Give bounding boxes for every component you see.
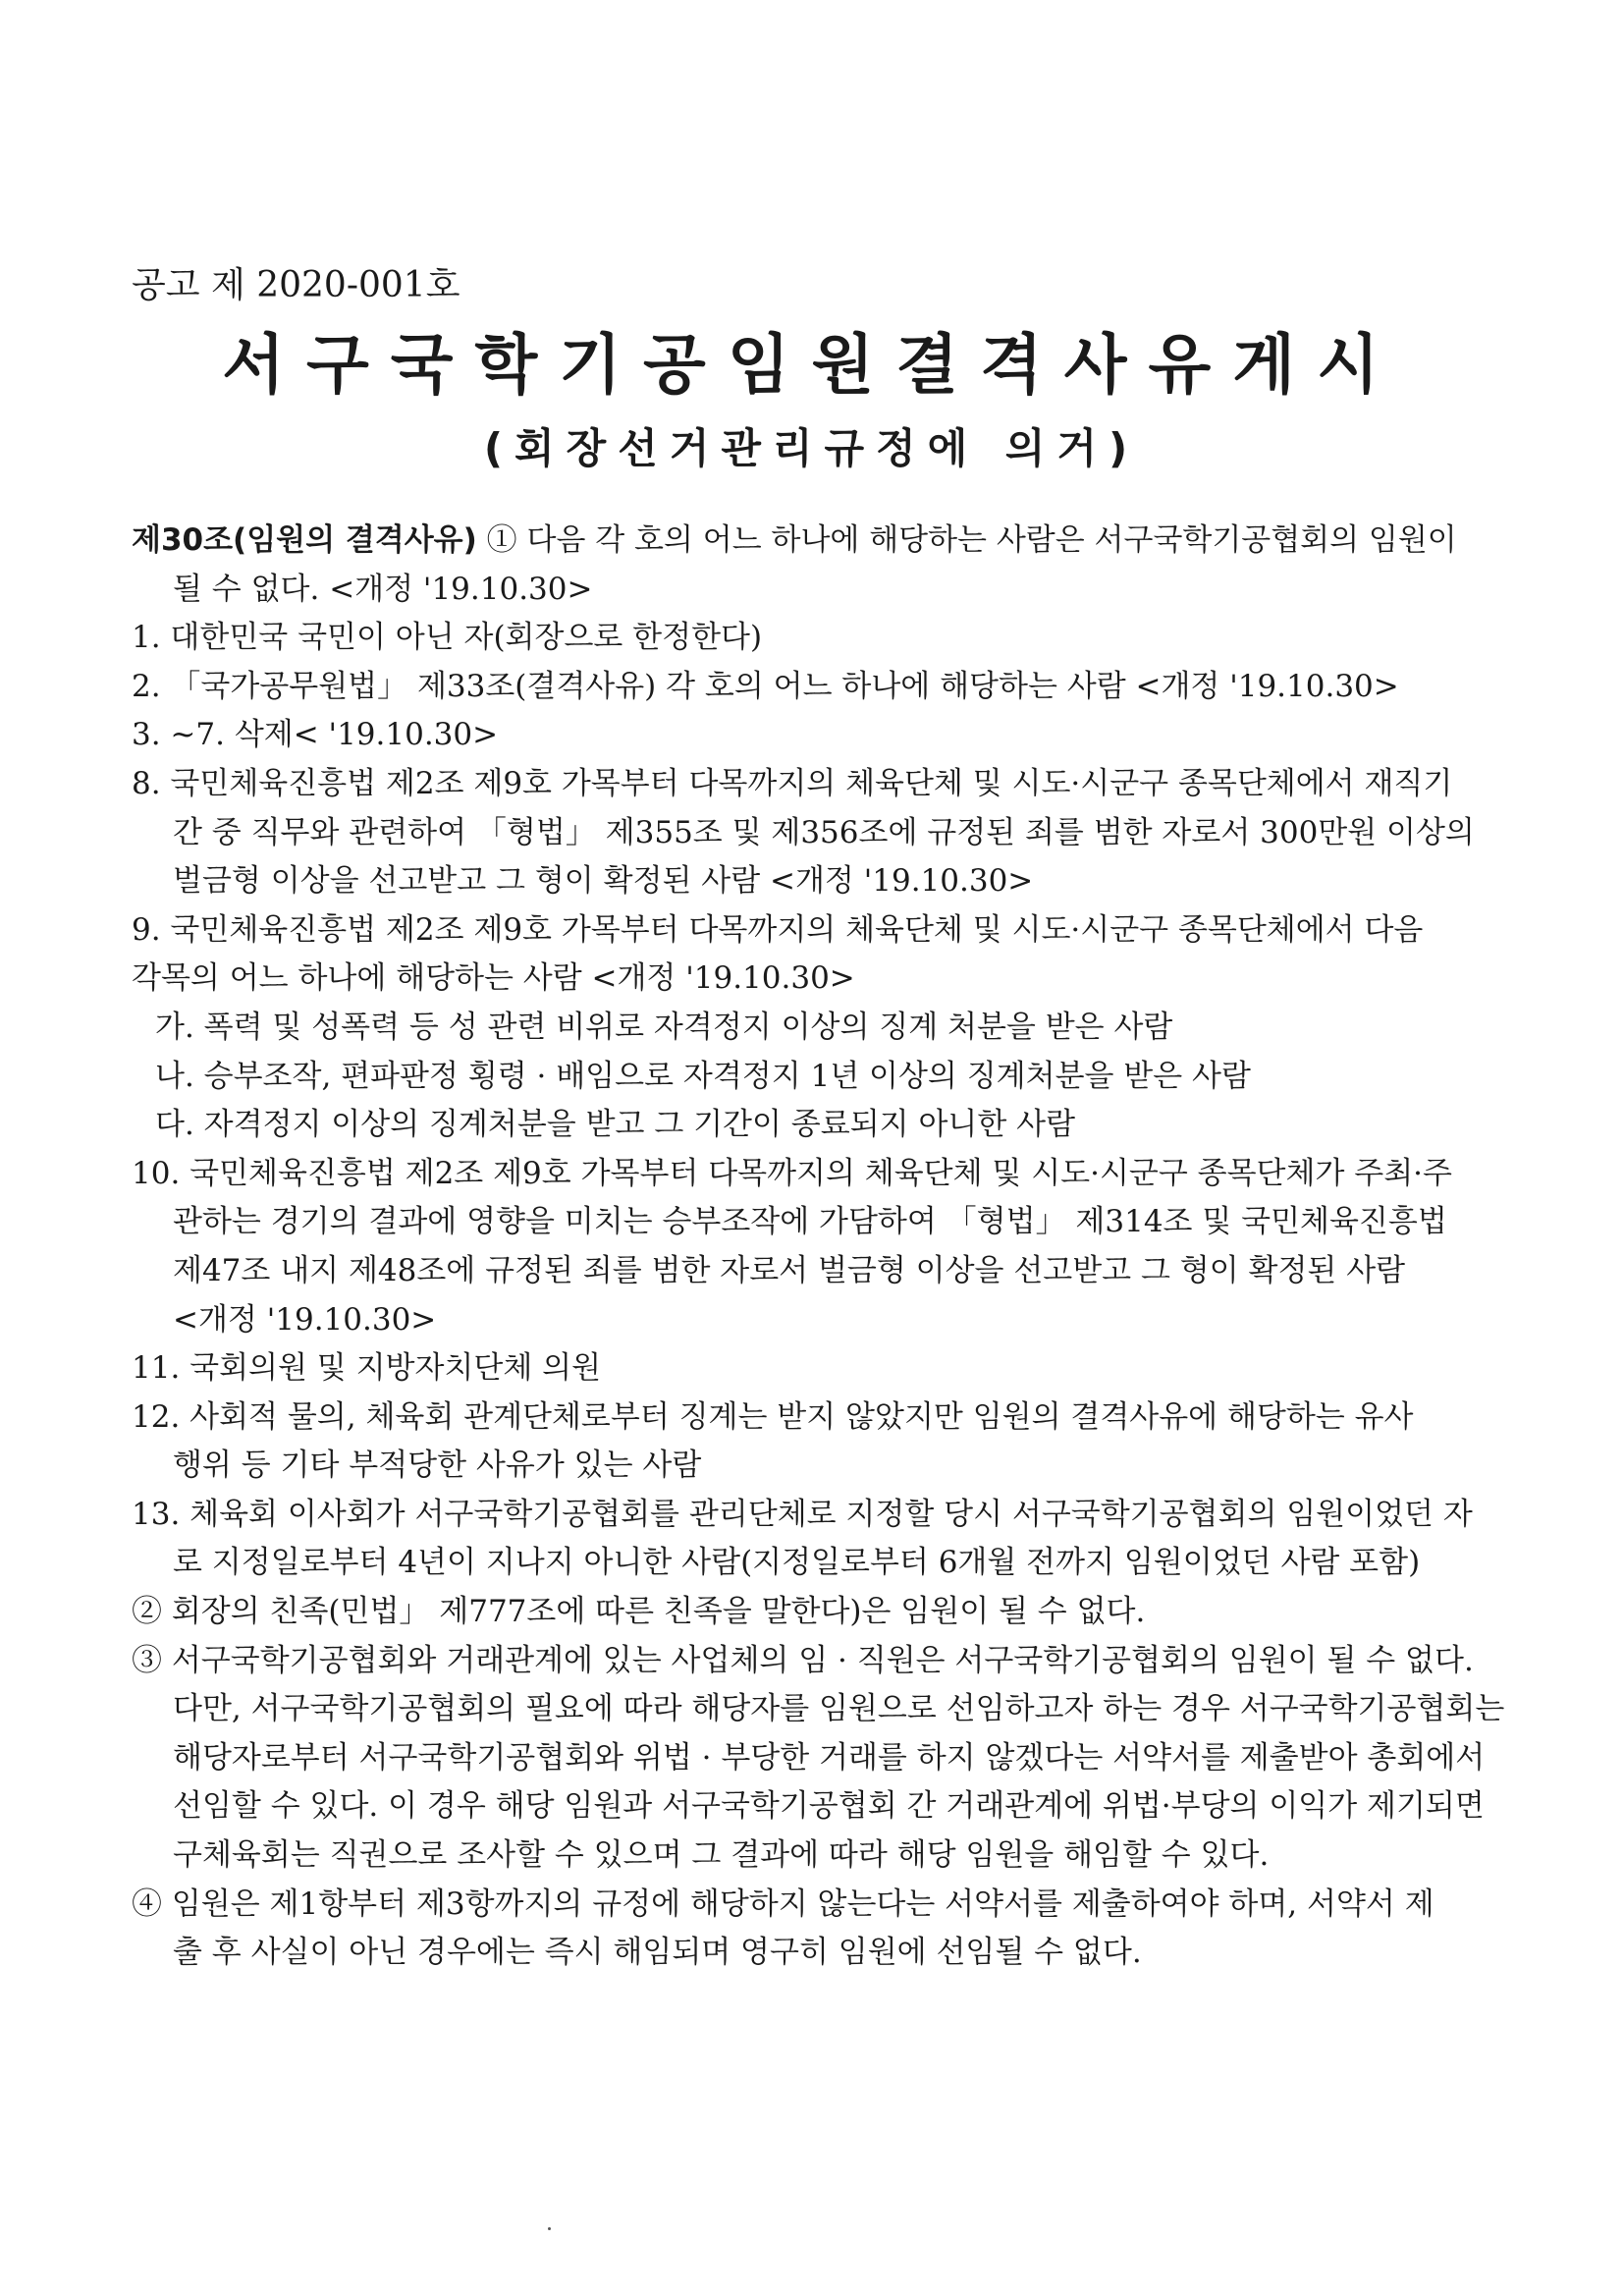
article-line: 12. 사회적 물의, 체육회 관계단체로부터 징계는 받지 않았지만 임원의 결격사유에 해당하는 유사 [132,1398,1414,1435]
article-line: ④ 임원은 제1항부터 제3항까지의 규정에 해당하지 않는다는 서약서를 제출하여야 하며, 서약서 제 [132,1886,1434,1922]
article-line: 1. 대한민국 국민이 아닌 자(회장으로 한정한다) [132,620,763,656]
article-line: 구체육회는 직권으로 조사할 수 있으며 그 결과에 따라 해당 임원을 해임할 수 있다. [173,1837,1270,1874]
article-line: ② 회장의 친족(민법」 제777조에 따른 친족을 말한다)은 임원이 될 수 없다. [132,1594,1146,1630]
scan-speck [548,2227,551,2230]
document-subtitle: (회장선거관리규정에 의거) [483,424,1140,472]
article-line: 해당자로부터 서구국학기공협회와 위법 · 부당한 거래를 하지 않겠다는 서약서를 제출받아 총회에서 [173,1739,1486,1776]
article-line: 출 후 사실이 아닌 경우에는 즉시 해임되며 영구히 임원에 선임될 수 없다. [173,1935,1142,1971]
article-body [132,517,1516,1978]
article-line: 제47조 내지 제48조에 규정된 죄를 범한 자로서 벌금형 이상을 선고받고 그 형이 확정된 사람 [173,1252,1406,1288]
notice-number: 공고 제 2020-001호 [132,265,460,305]
article-heading: 제30조(임원의 결격사유) [132,522,477,558]
article-line: 다만, 서구국학기공협회의 필요에 따라 해당자를 임원으로 선임하고자 하는 경우 서구국학기공협회는 [173,1691,1505,1727]
article-line: 각목의 어느 하나에 해당하는 사람 <개정 '19.10.30> [132,960,855,997]
article-line: 3. ~7. 삭제< '19.10.30> [132,717,499,753]
article-line: 선임할 수 있다. 이 경우 해당 임원과 서구국학기공협회 간 거래관계에 위법·부당의 이익가 제기되면 [173,1788,1485,1825]
article-line: 될 수 없다. <개정 '19.10.30> [173,571,593,607]
article-line: 9. 국민체육진흥법 제2조 제9호 가목부터 다목까지의 체육단체 및 시도·시군구 종목단체에서 다음 [132,911,1424,948]
article-line: 관하는 경기의 결과에 영향을 미치는 승부조작에 가담하여 「형법」 제314조 및 국민체육진흥법 [173,1204,1447,1240]
article-line: 8. 국민체육진흥법 제2조 제9호 가목부터 다목까지의 체육단체 및 시도·시군구 종목단체에서 재직기 [132,765,1453,801]
article-line: 간 중 직무와 관련하여 「형법」 제355조 및 제356조에 규정된 죄를 범한 자로서 300만원 이상의 [173,814,1475,850]
article-line: ③ 서구국학기공협회와 거래관계에 있는 사업체의 임 · 직원은 서구국학기공협회의 임원이 될 수 없다. [132,1642,1474,1678]
article-line: 행위 등 기타 부적당한 사유가 있는 사람 [173,1448,702,1484]
article-line: 로 지정일로부터 4년이 지나지 아니한 사람(지정일로부터 6개월 전까지 임원이었던 사람 포함) [173,1545,1421,1581]
article-line: 가. 폭력 및 성폭력 등 성 관련 비위로 자격정지 이상의 징계 처분을 받은 사람 [155,1009,1173,1045]
article-line: 다. 자격정지 이상의 징계처분을 받고 그 기간이 종료되지 아니한 사람 [155,1107,1076,1143]
article-line: 2. 「국가공무원법」 제33조(결격사유) 각 호의 어느 하나에 해당하는 사람 <개정 '19.10.30> [132,668,1399,704]
article-line: 제30조(임원의 결격사유) ① 다음 각 호의 어느 하나에 해당하는 사람은 서구국학기공협회의 임원이 [132,522,1457,558]
article-line: 13. 체육회 이사회가 서구국학기공협회를 관리단체로 지정할 당시 서구국학기공협회의 임원이었던 자 [132,1496,1473,1532]
article-line: 11. 국회의원 및 지방자치단체 의원 [132,1350,602,1387]
document-title: 서구국학기공임원결격사유게시 [222,327,1401,403]
article-line: 벌금형 이상을 선고받고 그 형이 확정된 사람 <개정 '19.10.30> [173,863,1034,900]
article-line: 10. 국민체육진흥법 제2조 제9호 가목부터 다목까지의 체육단체 및 시도·시군구 종목단체가 주최·주 [132,1155,1452,1191]
article-line: <개정 '19.10.30> [173,1301,437,1338]
article-line: 나. 승부조작, 편파판정 횡령 · 배임으로 자격정지 1년 이상의 징계처분을 받은 사람 [155,1058,1251,1094]
